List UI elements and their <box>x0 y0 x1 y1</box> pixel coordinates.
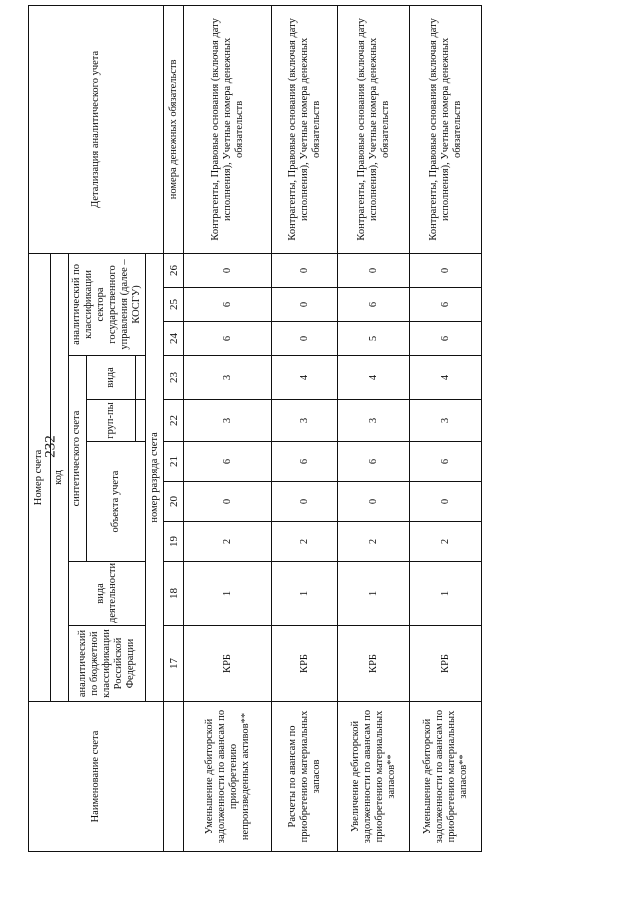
cell: 6 <box>272 442 338 482</box>
table-row <box>272 5 338 851</box>
row-name: Уменьшение дебиторской задолженности по авансам по приобретению непроизведенных активов** <box>184 702 272 852</box>
cell: 3 <box>338 400 410 442</box>
cell: 1 <box>272 562 338 626</box>
cell: 1 <box>410 562 482 626</box>
cell: 2 <box>338 522 410 562</box>
cell: 0 <box>338 482 410 522</box>
cell: 6 <box>410 288 482 322</box>
header-code: код <box>51 253 69 701</box>
row-detail: Контрагенты, Правовые основания (включая дату исполнения), Учетные номера денежных обязательств <box>184 5 272 253</box>
cell: 1 <box>338 562 410 626</box>
digit: 24 <box>164 322 184 356</box>
table-row <box>184 5 272 851</box>
row-name: Уменьшение дебиторской задолженности по авансам по приобретению материальных запасов** <box>410 702 482 852</box>
header-detail: Детализация аналитического учета <box>29 5 164 253</box>
cell: КРБ <box>338 626 410 702</box>
row-name: Расчеты по авансам по приобретению материальных запасов <box>272 702 338 852</box>
cell: 1 <box>184 562 272 626</box>
digit: 18 <box>164 562 184 626</box>
cell: 6 <box>184 288 272 322</box>
cell: КРБ <box>272 626 338 702</box>
cell: 5 <box>338 322 410 356</box>
header-digit-row: номер разряда счета <box>146 253 164 701</box>
cell: 0 <box>272 253 338 287</box>
cell: 6 <box>184 442 272 482</box>
cell: 3 <box>184 400 272 442</box>
cell: 6 <box>338 442 410 482</box>
header-activity-type: вида деятельности <box>69 562 146 626</box>
cell: 3 <box>410 400 482 442</box>
cell: КРБ <box>410 626 482 702</box>
row-detail: Контрагенты, Правовые основания (включая дату исполнения), Учетные номера денежных обязательств <box>338 5 410 253</box>
cell: 6 <box>184 322 272 356</box>
cell: 2 <box>272 522 338 562</box>
cell: 3 <box>184 356 272 400</box>
cell: 0 <box>184 482 272 522</box>
intro-detail: номера денежных обязательств <box>164 5 184 253</box>
header-kind: вида <box>87 356 136 400</box>
header-group: груп-пы <box>87 400 136 442</box>
cell: 4 <box>338 356 410 400</box>
header-account-number: Номер счета <box>29 253 51 701</box>
cell: 0 <box>272 288 338 322</box>
header-name: Наименование счета <box>29 702 164 852</box>
page-number: 232 <box>42 435 59 458</box>
cell: КРБ <box>184 626 272 702</box>
header-budget-class: аналитический по бюджетной классификации Российской Федерации <box>69 626 146 702</box>
digit: 22 <box>164 400 184 442</box>
cell: 6 <box>410 322 482 356</box>
row-name: Увеличение дебиторской задолженности по авансам по приобретению материальных запасов** <box>338 702 410 852</box>
rotated-table-container <box>28 0 618 852</box>
row-detail: Контрагенты, Правовые основания (включая дату исполнения), Учетные номера денежных обязательств <box>272 5 338 253</box>
digit: 25 <box>164 288 184 322</box>
cell: 3 <box>272 400 338 442</box>
cell: 2 <box>410 522 482 562</box>
cell: 0 <box>338 253 410 287</box>
digit: 21 <box>164 442 184 482</box>
cell: 0 <box>410 253 482 287</box>
cell: 0 <box>272 482 338 522</box>
table-row <box>410 5 482 851</box>
accounts-table <box>28 5 482 852</box>
header-account-object: объекта учета <box>87 442 146 562</box>
cell: 4 <box>410 356 482 400</box>
table-row <box>338 5 410 851</box>
row-detail: Контрагенты, Правовые основания (включая дату исполнения), Учетные номера денежных обязательств <box>410 5 482 253</box>
cell: 6 <box>338 288 410 322</box>
digit: 17 <box>164 626 184 702</box>
cell: 4 <box>272 356 338 400</box>
cell: 0 <box>184 253 272 287</box>
header-synthetic: синтетического счета <box>69 356 87 562</box>
cell: 6 <box>410 442 482 482</box>
cell: 2 <box>184 522 272 562</box>
digit: 20 <box>164 482 184 522</box>
digit: 23 <box>164 356 184 400</box>
cell: 0 <box>410 482 482 522</box>
cell: 0 <box>272 322 338 356</box>
digit: 19 <box>164 522 184 562</box>
header-kosgu: аналитический по классификации сектора государственного управления (далее – КОСГУ) <box>69 253 146 355</box>
digit: 26 <box>164 253 184 287</box>
